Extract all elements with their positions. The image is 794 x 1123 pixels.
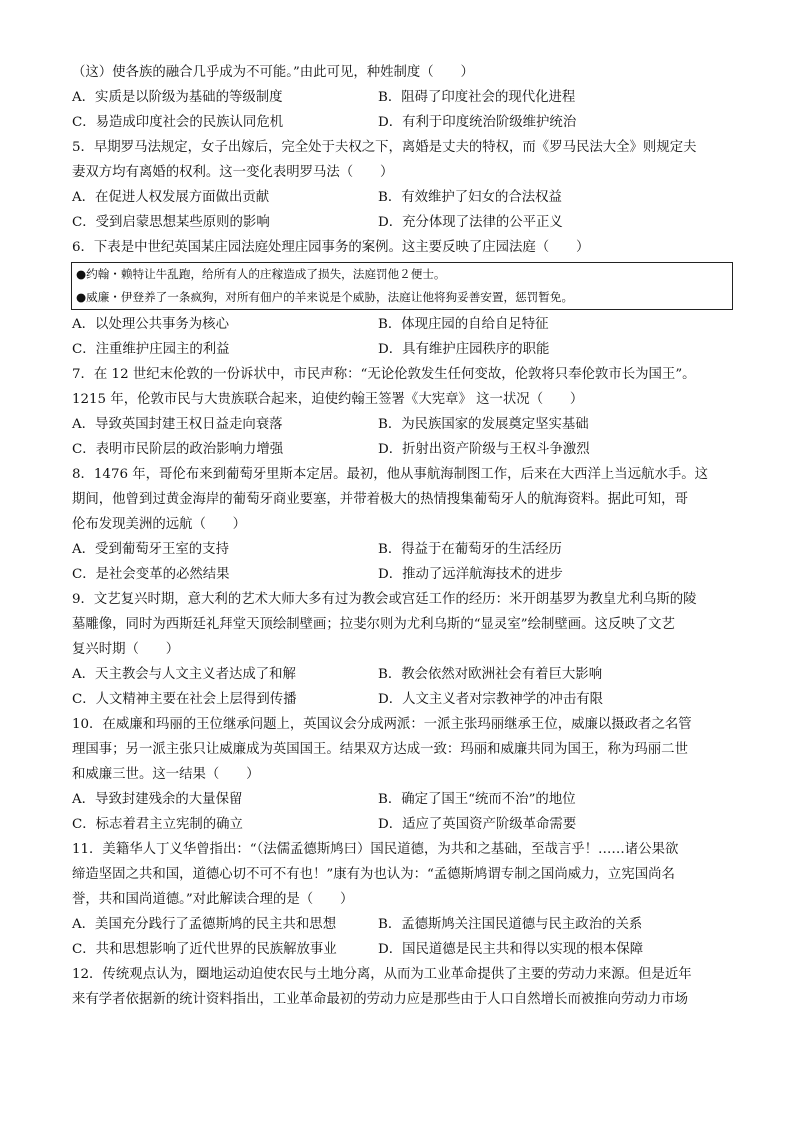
q7-option-a: A．导致英国封建王权日益走向衰落 bbox=[72, 417, 283, 432]
q9-stem-line: 复兴时期（ ） bbox=[72, 642, 180, 657]
q8-option-d: D．推动了远洋航海技术的进步 bbox=[378, 567, 563, 582]
q6-option-d: D．具有维护庄园秩序的职能 bbox=[378, 342, 550, 357]
q7-option-d: D．折射出资产阶级与王权斗争激烈 bbox=[378, 442, 590, 457]
q10-option-c: C．标志着君主立宪制的确立 bbox=[72, 817, 243, 832]
q7-stem-line: 7．在 12 世纪末伦敦的一份诉状中，市民声称：“无论伦敦发生任何变故，伦敦将只奉伦敦市长为国王”。 bbox=[72, 367, 696, 382]
q9-stem-line: 9．文艺复兴时期，意大利的艺术大师大多有过为教会或宫廷工作的经历：米开朗基罗为教皇尤利乌斯的陵 bbox=[72, 592, 697, 607]
q9-option-a: A．天主教会与人文主义者达成了和解 bbox=[72, 667, 296, 682]
q10-stem-line: 和威廉三世。这一结果（ ） bbox=[72, 767, 260, 782]
q11-option-a: A．美国充分践行了孟德斯鸠的民主共和思想 bbox=[72, 917, 337, 932]
q9-option-d: D．人文主义者对宗教神学的冲击有限 bbox=[378, 692, 603, 707]
q12-stem-line: 12．传统观点认为，圈地运动迫使农民与土地分离，从而为工业革命提供了主要的劳动力来源。但是近年 bbox=[72, 967, 692, 982]
q10-option-b: B．确定了国王“统而不治”的地位 bbox=[378, 792, 576, 807]
q6-case-table bbox=[71, 262, 733, 310]
q10-option-a: A．导致封建残余的大量保留 bbox=[72, 792, 243, 807]
q5-option-b: B．有效维护了妇女的合法权益 bbox=[378, 190, 562, 205]
q7-stem-line: 1215 年，伦敦市民与大贵族联合起来，迫使约翰王签署《大宪章》 这一状况（ ） bbox=[72, 392, 584, 407]
q10-stem-line: 理国事；另一派主张只让威廉成为英国国王。结果双方达成一致：玛丽和威廉共同为国王，称为玛丽二世 bbox=[72, 742, 688, 757]
q9-stem-line: 墓雕像，同时为西斯廷礼拜堂天顶绘制壁画；拉斐尔则为尤利乌斯的“显灵室”绘制壁画。这反映了文艺 bbox=[72, 617, 675, 632]
q8-option-c: C．是社会变革的必然结果 bbox=[72, 567, 230, 582]
q5-stem-line: 妻双方均有离婚的权利。这一变化表明罗马法（ ） bbox=[72, 165, 394, 180]
q4-option-b: B．阻碍了印度社会的现代化进程 bbox=[378, 90, 576, 105]
q4-option-d: D．有利于印度统治阶级维护统治 bbox=[378, 115, 577, 130]
q11-stem-line: 誉，共和国尚道德。”对此解读合理的是（ ） bbox=[72, 892, 354, 907]
q10-stem-line: 10．在威廉和玛丽的王位继承问题上，英国议会分成两派：一派主张玛丽继承王位，威廉以摄政者之名管 bbox=[72, 717, 692, 732]
q11-stem-line: 11．美籍华人丁义华曾指出：“（法儒孟德斯鸠曰）国民道德，为共和之基础，至哉言乎！……诸公果欲 bbox=[72, 842, 679, 857]
q8-stem-line: 期间，他曾到过黄金海岸的葡萄牙商业要塞，并带着极大的热情搜集葡萄牙人的航海资料。据此可知，哥 bbox=[72, 492, 688, 507]
q6-option-b: B．体现庄园的自给自足特征 bbox=[378, 317, 549, 332]
q7-option-b: B．为民族国家的发展奠定坚实基础 bbox=[378, 417, 589, 432]
q11-option-b: B．孟德斯鸠关注国民道德与民主政治的关系 bbox=[378, 917, 643, 932]
q11-option-c: C．共和思想影响了近代世界的民族解放事业 bbox=[72, 942, 337, 957]
q5-option-d: D．充分体现了法律的公平正义 bbox=[378, 215, 563, 230]
q5-stem-line: 5．早期罗马法规定，女子出嫁后，完全处于夫权之下，离婚是丈夫的特权，而《罗马民法大全》则规定夫 bbox=[72, 140, 697, 155]
q8-option-a: A．受到葡萄牙王室的支持 bbox=[72, 542, 229, 557]
q8-stem-line: 伦布发现美洲的远航（ ） bbox=[72, 517, 247, 532]
q8-stem-line: 8．1476 年，哥伦布来到葡萄牙里斯本定居。最初，他从事航海制图工作，后来在大西洋上当远航水手。这 bbox=[72, 467, 709, 482]
q9-option-b: B．教会依然对欧洲社会有着巨大影响 bbox=[378, 667, 603, 682]
q11-stem-line: 缔造坚固之共和国，道德心切不可不有也！”康有为也认为：“孟德斯鸠谓专制之国尚威力，立宪国尚名 bbox=[72, 867, 675, 882]
q7-option-c: C．表明市民阶层的政治影响力增强 bbox=[72, 442, 284, 457]
q6-case-row: ●约翰・赖特让牛乱跑，给所有人的庄稼造成了损失，法庭罚他２便士。 bbox=[76, 267, 446, 281]
q6-option-c: C．注重维护庄园主的利益 bbox=[72, 342, 230, 357]
q9-option-c: C．人文精神主要在社会上层得到传播 bbox=[72, 692, 297, 707]
q4-stem-line: （这）使各族的融合几乎成为不可能。”由此可见，种姓制度（ ） bbox=[72, 65, 474, 80]
q6-case-row: ●威廉・伊登养了一条疯狗，对所有佃户的羊来说是个威胁，法庭让他将狗妥善安置，惩罚暂免。 bbox=[76, 290, 574, 304]
q5-option-c: C．受到启蒙思想某些原则的影响 bbox=[72, 215, 270, 230]
q4-option-a: A．实质是以阶级为基础的等级制度 bbox=[72, 90, 283, 105]
q12-stem-line: 来有学者依据新的统计资料指出，工业革命最初的劳动力应是那些由于人口自然增长而被推向劳动力市场 bbox=[72, 992, 688, 1007]
q4-option-c: C．易造成印度社会的民族认同危机 bbox=[72, 115, 284, 130]
q8-option-b: B．得益于在葡萄牙的生活经历 bbox=[378, 542, 562, 557]
q10-option-d: D．适应了英国资产阶级革命需要 bbox=[378, 817, 577, 832]
q6-option-a: A．以处理公共事务为核心 bbox=[72, 317, 229, 332]
q11-option-d: D．国民道德是民主共和得以实现的根本保障 bbox=[378, 942, 644, 957]
q6-stem-line: 6．下表是中世纪英国某庄园法庭处理庄园事务的案例。这主要反映了庄园法庭（ ） bbox=[72, 240, 590, 255]
q5-option-a: A．在促进人权发展方面做出贡献 bbox=[72, 190, 270, 205]
